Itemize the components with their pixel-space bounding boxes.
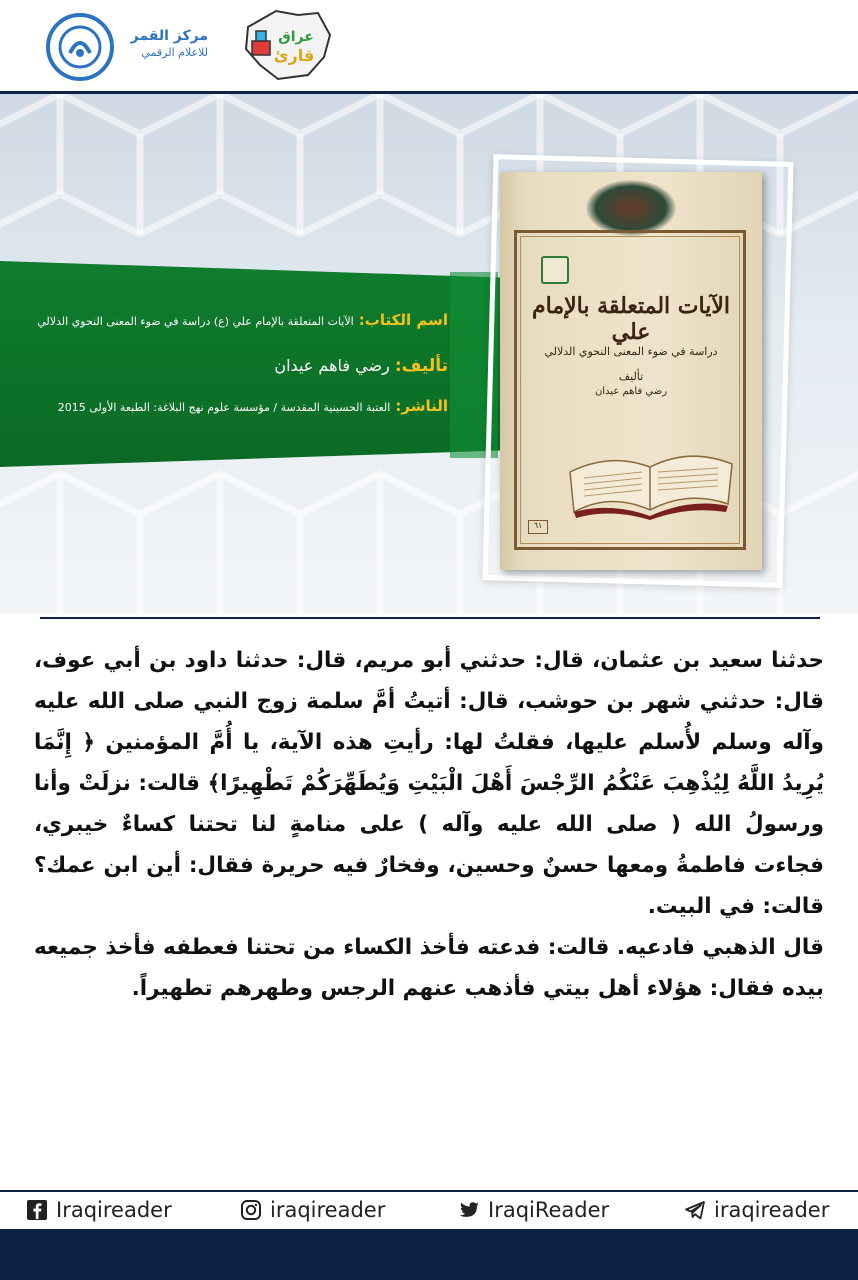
iraq-reader-logo: [238, 5, 338, 85]
facebook-icon: [26, 1199, 48, 1221]
svg-text:عراق: عراق: [278, 29, 314, 45]
content-divider: [40, 617, 820, 619]
book-publisher-row: [58, 396, 448, 415]
book-title-label: اسم الكتاب:: [358, 311, 448, 329]
twitter-link[interactable]: [458, 1197, 609, 1223]
book-author-row: [274, 356, 448, 376]
book-publisher-value: العتبة الحسينية المقدسة / مؤسسة علوم نهج البلاغة: الطبعة الأولى 2015: [57, 401, 391, 414]
book-cover-subtitle: دراسة في ضوء المعنى النحوي الدلالي: [544, 345, 718, 358]
qamar-logo: [46, 13, 114, 81]
telegram-link[interactable]: [684, 1197, 829, 1223]
book-cover-author-label: تأليف: [618, 370, 644, 383]
footer-divider: [0, 1190, 858, 1192]
book-series-number: ٦١: [528, 520, 548, 534]
publisher-emblem-icon: [541, 256, 569, 284]
qamar-logo-text: [118, 28, 208, 59]
instagram-link[interactable]: [240, 1197, 385, 1223]
facebook-handle: Iraqireader: [56, 1198, 172, 1222]
article-text: [34, 640, 824, 1009]
instagram-icon: [240, 1199, 262, 1221]
telegram-handle: iraqireader: [714, 1198, 830, 1222]
twitter-icon: [458, 1199, 480, 1221]
open-book-image: [560, 412, 740, 522]
book-publisher-label: الناشر:: [395, 397, 448, 415]
article-paragraph-2: قال الذهبي فادعيه. قالت: فدعته فأخذ الكساء من تحتنا فعطفه فأخذ جميعه بيده فقال: هؤلاء أهل بيتي فأذهب عنهم الرجس وطهرهم تطهيراً.: [34, 935, 824, 1001]
book-cover-author: رضي فاهم عيدان: [594, 386, 668, 397]
instagram-handle: iraqireader: [270, 1198, 386, 1222]
facebook-link[interactable]: [26, 1197, 172, 1223]
twitter-handle: IraqiReader: [488, 1198, 610, 1222]
header: [0, 0, 858, 93]
book-cover-title: الآيات المتعلقة بالإمام علي: [532, 293, 730, 345]
article-paragraph-1: حدثنا سعيد بن عثمان، قال: حدثني أبو مريم، قال: حدثنا داود بن أبي عوف، قال: حدثني شهر بن حوشب، قال: أتيتُ أمَّ سلمة زوج النبي صلى الله عليه وآله وسلم لأُسلم عليها، فقلتُ لها: رأيتِ هذه الآية، يا أُمَّ المؤمنين ﴿ إِنَّمَا يُرِيدُ اللَّهُ لِيُذْهِبَ عَنْكُمُ الرِّجْسَ أَهْلَ الْبَيْتِ وَيُطَهِّرَكُمْ تَطْهِيرًا﴾ قالت: نزلَتْ وأنا ورسولُ الله ( صلى الله عليه وآله ) على منامةٍ لنا تحتنا كساءٌ خيبري، فجاءت فاطمةُ ومعها حسنٌ وحسين، وفخارٌ فيه حريرة فقال: أين ابن عمك؟ قالت: في البيت.: [34, 648, 824, 919]
book-author-value: رضي فاهم عيدان: [274, 356, 390, 375]
qamar-name: مركز القمر: [130, 28, 208, 44]
qamar-logo-icon: [56, 23, 104, 71]
telegram-icon: [684, 1199, 706, 1221]
bottom-bar: [0, 1229, 858, 1280]
book-title-value: الآيات المتعلقة بالإمام علي (ع) دراسة في ضوء المعنى النحوي الدلالي: [37, 315, 354, 328]
book-ornament: [586, 180, 676, 236]
svg-text:قارئ: قارئ: [273, 46, 315, 65]
qamar-tagline: للاعلام الرقمي: [141, 46, 208, 59]
book-title-row: [37, 310, 448, 329]
book-author-label: تأليف:: [394, 356, 448, 376]
